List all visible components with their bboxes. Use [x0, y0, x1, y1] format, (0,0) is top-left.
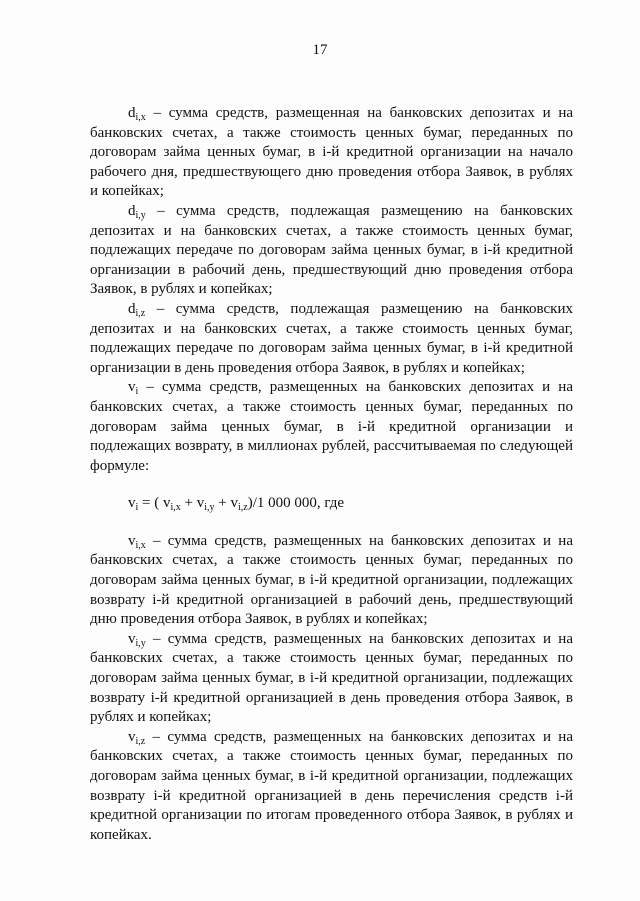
variable-subscript: i: [135, 386, 139, 398]
formula-part: + v: [214, 495, 238, 512]
formula-subscript: i,z: [238, 502, 248, 514]
variable-symbol: v: [128, 630, 136, 647]
definition-text: – сумма средств, размещенных на банковских депозитах и на банковских счетах, а также стоимость ценных бумаг, переданных по договорам займа ценных бумаг, в i-й кредитной организации, подлежащих возврату i-й кредитной организацией в рабочий день, предшествующий дню проведения отбора Заявок, в рублях и копейках;: [90, 532, 573, 628]
paragraph-text: – сумма средств, размещенных на банковских депозитах и на банковских счетах, а также стоимость ценных бумаг, переданных по договорам займа ценных бумаг, в i-й кредитной организации и подлежащих возврату, в миллионах рублей, рассчитываемая по следующей формуле:: [90, 379, 573, 474]
paragraph-text: – сумма средств, подлежащая размещению на банковских депозитах и на банковских счетах, а также стоимость ценных бумаг, подлежащих передаче по договорам займа ценных бумаг, в i-й кредитной организации в рабочий день, предшествующий дню проведения отбора Заявок, в рублях и копейках;: [90, 202, 573, 298]
page-number: 17: [312, 42, 328, 58]
paragraph-v-i: [90, 378, 573, 476]
formula-subscript: i,y: [204, 502, 215, 514]
formula-lhs-symbol: v: [128, 495, 136, 512]
formula-line: [90, 494, 573, 514]
variable-subscript: i,z: [135, 307, 146, 319]
variable-subscript: i,y: [135, 209, 146, 221]
variable-subscript: i,x: [135, 112, 146, 123]
definition-v-i-x: [90, 532, 573, 630]
formula-part: + v: [180, 495, 205, 512]
variable-symbol: d: [128, 105, 136, 121]
variable-symbol: d: [128, 202, 136, 219]
paragraph-d-i-x: [90, 104, 573, 202]
variable-subscript: i,x: [135, 539, 146, 551]
formula-subscript: i,x: [170, 502, 181, 514]
formula-part: = ( v: [138, 495, 171, 512]
paragraph-d-i-z: [90, 300, 573, 378]
definition-text: – сумма средств, размещенных на банковских депозитах и на банковских счетах, а также стоимость ценных бумаг, переданных по договорам займа ценных бумаг, в i-й кредитной организации, подлежащих возврату i-й кредитной организацией в день проведения отбора Заявок, в рублях и копейках;: [90, 630, 573, 726]
paragraph-text: – сумма средств, подлежащая размещению на банковских депозитах и на банковских счетах, а также стоимость ценных бумаг, подлежащих передаче по договорам займа ценных бумаг, в i-й кредитной организации в день проведения отбора Заявок, в рублях и копейках;: [90, 300, 573, 376]
document-body: [90, 104, 573, 845]
formula-lhs-subscript: i: [135, 502, 139, 514]
formula-part: )/1 000 000, где: [247, 495, 345, 512]
variable-subscript: i,y: [135, 637, 146, 649]
variable-symbol: v: [128, 379, 136, 396]
paragraph-d-i-y: [90, 202, 573, 300]
paragraph-text: – сумма средств, размещенная на банковских депозитах и на банковских счетах, а также стоимость ценных бумаг, переданных по договорам займа ценных бумаг, в i-й кредитной организации на начало рабочего дня, предшествующего дню проведения отбора Заявок, в рублях и копейках;: [90, 105, 573, 200]
variable-symbol: v: [128, 532, 136, 549]
variable-symbol: d: [128, 300, 136, 317]
variable-symbol: v: [128, 728, 136, 745]
definition-v-i-y: [90, 630, 573, 728]
definition-v-i-z: [90, 728, 573, 846]
definition-text: – сумма средств, размещенных на банковских депозитах и на банковских счетах, а также стоимость ценных бумаг, переданных по договорам займа ценных бумаг, в i-й кредитной организации, подлежащих возврату i-й кредитной организацией в день перечисления средств i-й кредитной организации по итогам проведенного отбора Заявок, в рублях и копейках.: [90, 728, 573, 843]
variable-subscript: i,z: [135, 735, 146, 747]
